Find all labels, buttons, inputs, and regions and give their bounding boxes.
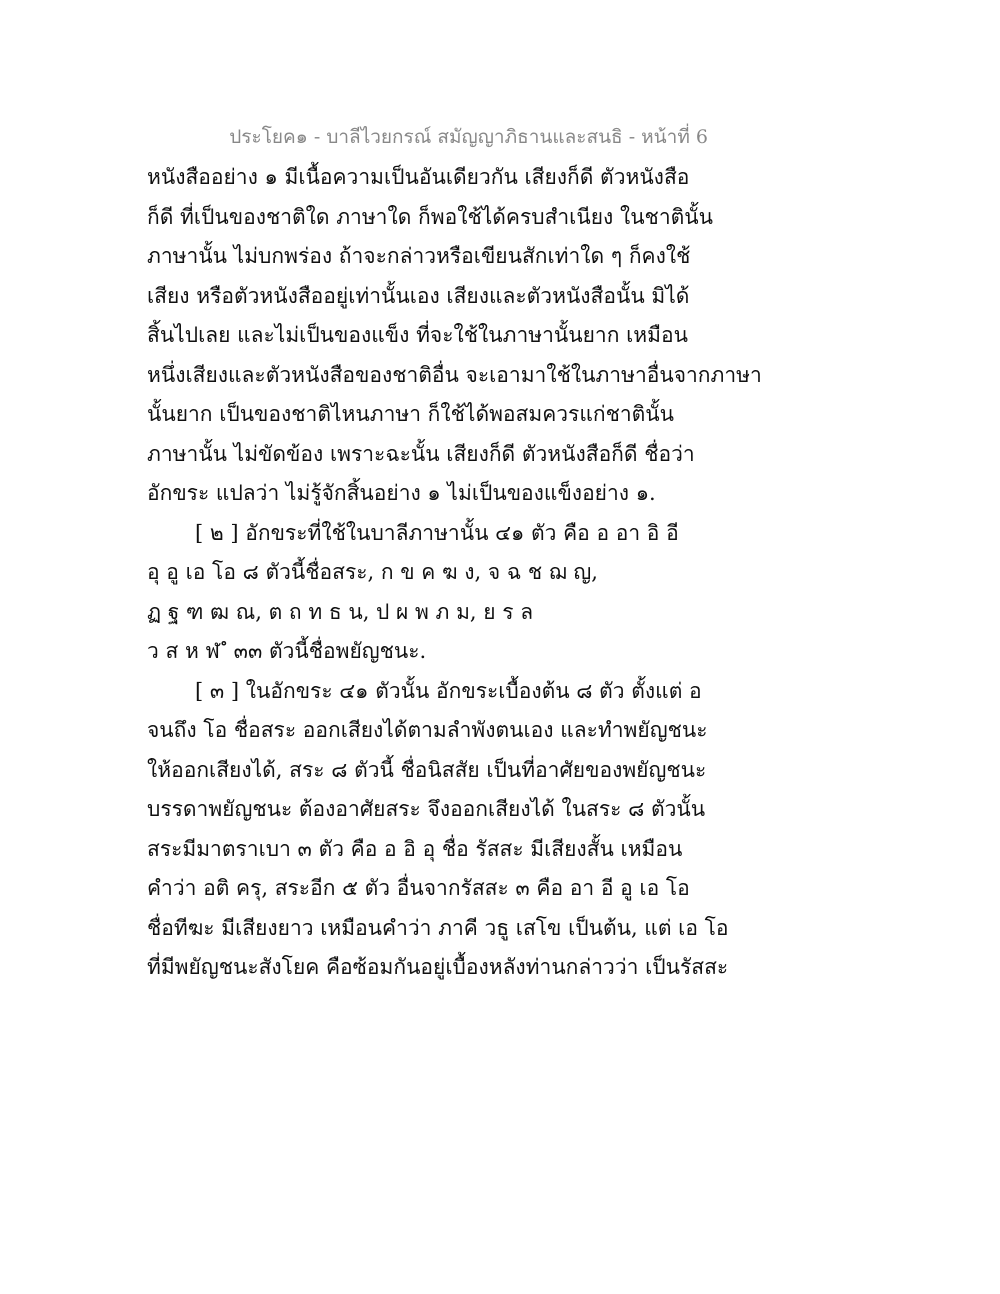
page-header: ประโยค๑ - บาลีไวยกรณ์ สมัญญาภิธานและสนธิ - หน้าที่ 6 bbox=[229, 126, 708, 148]
text-line: ฏ ฐ ฑ ฒ ณ, ต ถ ท ธ น, ป ผ พ ภ ม, ย ร ล bbox=[147, 599, 534, 624]
text-line: บรรดาพยัญชนะ ต้องอาศัยสระ จึงออกเสียงได้ ในสระ ๘ ตัวนั้น bbox=[147, 797, 706, 821]
text-line: หนึ่งเสียงและตัวหนังสือของชาติอื่น จะเอามาใช้ในภาษาอื่นจากภาษา bbox=[147, 362, 762, 387]
text-line: ที่มีพยัญชนะสังโยค คือซ้อมกันอยู่เบื้องหลังท่านกล่าวว่า เป็นรัสสะ bbox=[147, 955, 729, 979]
text-line: อุ อู เอ โอ ๘ ตัวนี้ชื่อสระ, ก ข ค ฆ ง, จ ฉ ช ฌ ญ, bbox=[147, 560, 598, 584]
text-line: จนถึง โอ ชื่อสระ ออกเสียงได้ตามลำพังตนเอง และทำพยัญชนะ bbox=[147, 718, 708, 742]
text-line: อักขระ แปลว่า ไม่รู้จักสิ้นอย่าง ๑ ไม่เป็นของแข็งอย่าง ๑. bbox=[147, 481, 656, 505]
text-line: นั้นยาก เป็นของชาติไหนภาษา ก็ใช้ได้พอสมควรแก่ชาตินั้น bbox=[147, 402, 674, 426]
text-line: ภาษานั้น ไม่บกพร่อง ถ้าจะกล่าวหรือเขียนสักเท่าใด ๆ ก็คงใช้ bbox=[147, 244, 691, 268]
text-line: ให้ออกเสียงได้, สระ ๘ ตัวนี้ ชื่อนิสสัย เป็นที่อาศัยของพยัญชนะ bbox=[147, 757, 707, 782]
document-body bbox=[147, 158, 762, 988]
text-line: สิ้นไปเลย และไม่เป็นของแข็ง ที่จะใช้ในภาษานั้นยาก เหมือน bbox=[147, 323, 688, 347]
text-line: ชื่อทีฆะ มีเสียงยาว เหมือนคำว่า ภาคี วธู เสโข เป็นต้น, แต่ เอ โอ bbox=[147, 915, 729, 940]
text-line: ว ส ห ฬ ํ ๓๓ ตัวนี้ชื่อพยัญชนะ. bbox=[147, 639, 427, 663]
paragraph-2-start: [ ๒ ] อักขระที่ใช้ในบาลีภาษานั้น ๔๑ ตัว คือ อ อา อิ อี bbox=[195, 520, 679, 545]
paragraph-3-start: [ ๓ ] ในอักขระ ๔๑ ตัวนั้น อักขระเบื้องต้น ๘ ตัว ตั้งแต่ อ bbox=[195, 678, 702, 703]
text-line: ก็ดี ที่เป็นของชาติใด ภาษาใด ก็พอใช้ได้ครบสำเนียง ในชาตินั้น bbox=[147, 204, 713, 229]
text-line: หนังสืออย่าง ๑ มีเนื้อความเป็นอันเดียวกัน เสียงก็ดี ตัวหนังสือ bbox=[147, 165, 690, 189]
text-line: เสียง หรือตัวหนังสืออยู่เท่านั้นเอง เสียงและตัวหนังสือนั้น มิได้ bbox=[147, 283, 690, 308]
text-line: สระมีมาตราเบา ๓ ตัว คือ อ อิ อุ ชื่อ รัสสะ มีเสียงสั้น เหมือน bbox=[147, 836, 683, 861]
text-line: ภาษานั้น ไม่ขัดข้อง เพราะฉะนั้น เสียงก็ดี ตัวหนังสือก็ดี ชื่อว่า bbox=[147, 441, 695, 466]
text-line: คำว่า อติ ครุ, สระอีก ๕ ตัว อื่นจากรัสสะ ๓ คือ อา อี อู เอ โอ bbox=[147, 876, 690, 900]
